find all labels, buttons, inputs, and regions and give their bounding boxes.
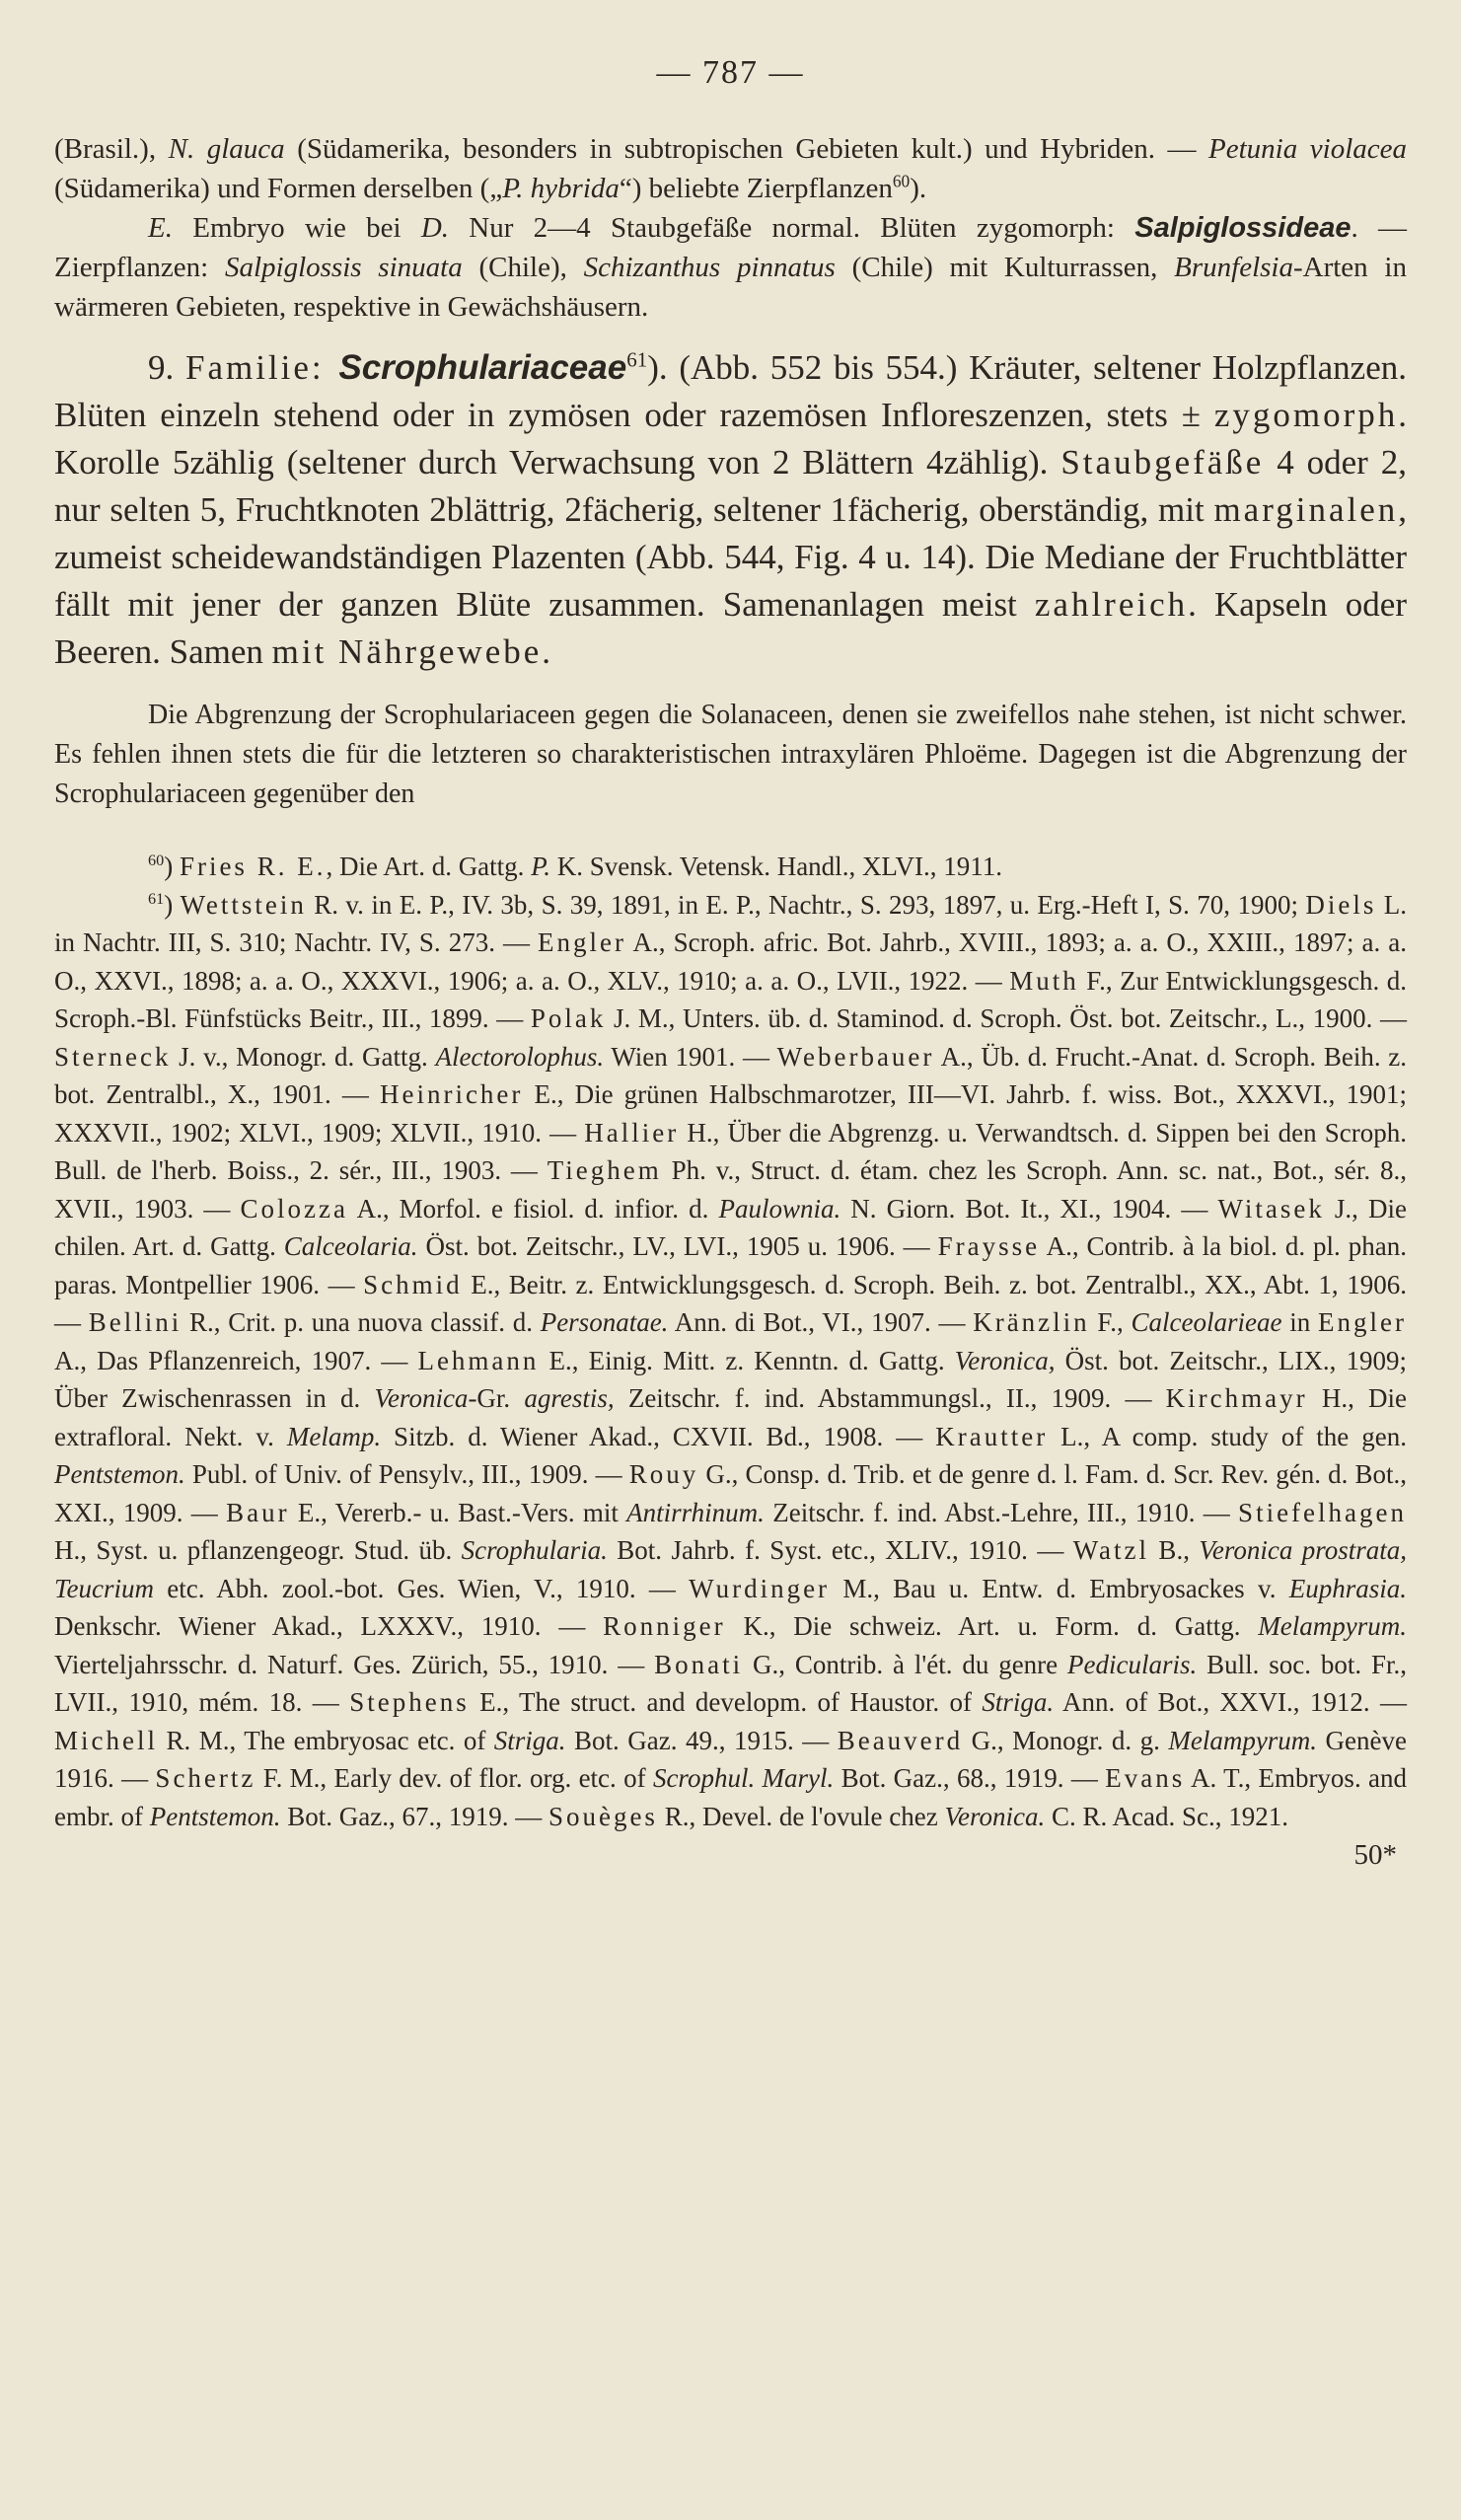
footnote-60: $^{60}$) Fries R. E., Die Art. d. Gattg. P. K. Svensk. Vetensk. Handl., XLVI., 1911. [148,852,1002,881]
family-name: Scrophulariaceae [338,348,627,387]
intro-paragraph: (Brasil.), N. glauca (Südamerika, besonders in subtropischen Gebieten kult.) und Hybriden. — Petunia violacea (Südamerika) und Formen derselben („P. hybrida“) beliebte Zierpflanzen$^{60}$). [54,133,1407,204]
subgroup-e-paragraph: E. Embryo wie bei D. Nur 2—4 Staubgefäße normal. Blüten zygomorph: Salpiglossideae. — Zierpflanzen: Salpiglossis sinuata (Chile), Schizanthus pinnatus (Chile) mit Kulturrassen, Brunfelsia-Arten in wärmeren Gebieten, respektive in Gewächshäusern. [54,212,1407,323]
footnote-separator [54,814,1407,848]
book-page [54,54,1407,1872]
family-label: Familie: [184,348,339,387]
signature-mark: 50* [1353,1839,1397,1871]
remark-paragraph: Die Abgrenzung der Scrophulariaceen gegen die Solanaceen, denen sie zweifellos nahe stehen, ist nicht schwer. Es fehlen ihnen stets die für die letzteren so charakteristischen intraxylären Phloëme. Dagegen ist die Abgrenzung der Scrophulariaceen gegenüber den [54,700,1407,809]
page-number: — 787 — [656,54,805,91]
footnote-61: $^{61}$) Wettstein R. v. in E. P., IV. 3b, S. 39, 1891, in E. P., Nachtr., S. 293, 1897, u. Erg.-Heft I, S. 70, 1900; Diels L. in Nachtr. III, S. 310; Nachtr. IV, S. 273. — Engler A., Scroph. afric. Bot. Jahrb., XVIII., 1893; a. a. O., XXIII., 1897; a. a. O., XXVI., 1898; a. a. O., XXXVI., 1906; a. a. O., XLV., 1910; a. a. O., LVII., 1922. — Muth F., Zur Entwicklungsgesch. d. Scroph.-Bl. Fünfstücks Beitr., III., 1899. — Polak J. M., Unters. üb. d. Staminod. d. Scroph. Öst. bot. Zeitschr., L., 1900. — Sterneck J. v., Monogr. d. Gattg. Alectorolophus. Wien 1901. — Weberbauer A., Üb. d. Frucht.-Anat. d. Scroph. Beih. z. bot. Zentralbl., X., 1901. — Heinricher E., Die grünen Halbschmarotzer, III—VI. Jahrb. f. wiss. Bot., XXXVI., 1901; XXXVII., 1902; XLVI., 1909; XLVII., 1910. — Hallier H., Über die Abgrenzg. u. Verwandtsch. d. Sippen bei den Scroph. Bull. de l'herb. Boiss., 2. sér., III., 1903. — Tieghem Ph. v., Struct. d. étam. chez les Scroph. Ann. sc. nat., Bot., sér. 8., XVII., 1903. — Colozza A., Morfol. e fisiol. d. infior. d. Paulownia. N. Giorn. Bot. It., XI., 1904. — Witasek J., Die chilen. Art. d. Gattg. Calceolaria. Öst. bot. Zeitschr., LV., LVI., 1905 u. 1906. — Fraysse A., Contrib. à la biol. d. pl. phan. paras. Montpellier 1906. — Schmid E., Beitr. z. Entwicklungsgesch. d. Scroph. Beih. z. bot. Zentralbl., XX., Abt. 1, 1906. — Bellini R., Crit. p. una nuova classif. d. Personatae. Ann. di Bot., VI., 1907. — Kränzlin F., Calceolarieae in Engler A., Das Pflanzenreich, 1907. — Lehmann E., Einig. Mitt. z. Kenntn. d. Gattg. Veronica, Öst. bot. Zeitschr., LIX., 1909; Über Zwischenrassen in d. Veronica-Gr. agrestis, Zeitschr. f. ind. Abstammungsl., II., 1909. — Kirchmayr H., Die extrafloral. Nekt. v. Melamp. Sitzb. d. Wiener Akad., CXVII. Bd., 1908. — Krautter L., A comp. study of the gen. Pentstemon. Publ. of Univ. of Pensylv., III., 1909. — Rouy G., Consp. d. Trib. et de genre d. l. Fam. d. Scr. Rev. gén. d. Bot., XXI., 1909. — Baur E., Vererb.- u. Bast.-Vers. mit Antirrhinum. Zeitschr. f. ind. Abst.-Lehre, III., 1910. — Stiefelhagen H., Syst. u. pflanzengeogr. Stud. üb. Scrophularia. Bot. Jahrb. f. Syst. etc., XLIV., 1910. — Watzl B., Veronica prostrata, Teucrium etc. Abh. zool.-bot. Ges. Wien, V., 1910. — Wurdinger M., Bau u. Entw. d. Embryosackes v. Euphrasia. Denkschr. Wiener Akad., LXXXV., 1910. — Ronniger K., Die schweiz. Art. u. Form. d. Gattg. Melampyrum. Vierteljahrsschr. d. Naturf. Ges. Zürich, 55., 1910. — Bonati G., Contrib. à l'ét. du genre Pedicularis. Bull. soc. bot. Fr., LVII., 1910, mém. 18. — Stephens E., The struct. and developm. of Haustor. of Striga. Ann. of Bot., XXVI., 1912. — Michell R. M., The embryosac etc. of Striga. Bot. Gaz. 49., 1915. — Beauverd G., Monogr. d. g. Melampyrum. Genève 1916. — Schertz F. M., Early dev. of flor. org. etc. of Scrophul. Maryl. Bot. Gaz., 68., 1919. — Evans A. T., Embryos. and embr. of Pentstemon. Bot. Gaz., 67., 1919. — Souèges R., Devel. de l'ovule chez Veronica. C. R. Acad. Sc., 1921. [54,889,1408,1831]
family-description: 9. Familie: Scrophulariaceae$^{61}$). (Abb. 552 bis 554.) Kräuter, seltener Holzpflanzen. Blüten einzeln stehend oder in zymösen oder razemösen Infloreszenzen, stets ± zygomorph. Korolle 5zählig (seltener durch Verwachsung von 2 Blättern 4zählig). Staubgefäße 4 oder 2, nur selten 5, Fruchtknoten 2blättrig, 2fächerig, seltener 1fächerig, oberständig, mit marginalen, zumeist scheidewandständigen Plazenten (Abb. 544, Fig. 4 u. 14). Die Mediane der Fruchtblätter fällt mit jener der ganzen Blüte zusammen. Samenanlagen meist zahlreich. Kapseln oder Beeren. Samen mit Nährgewebe. [54,347,1407,671]
